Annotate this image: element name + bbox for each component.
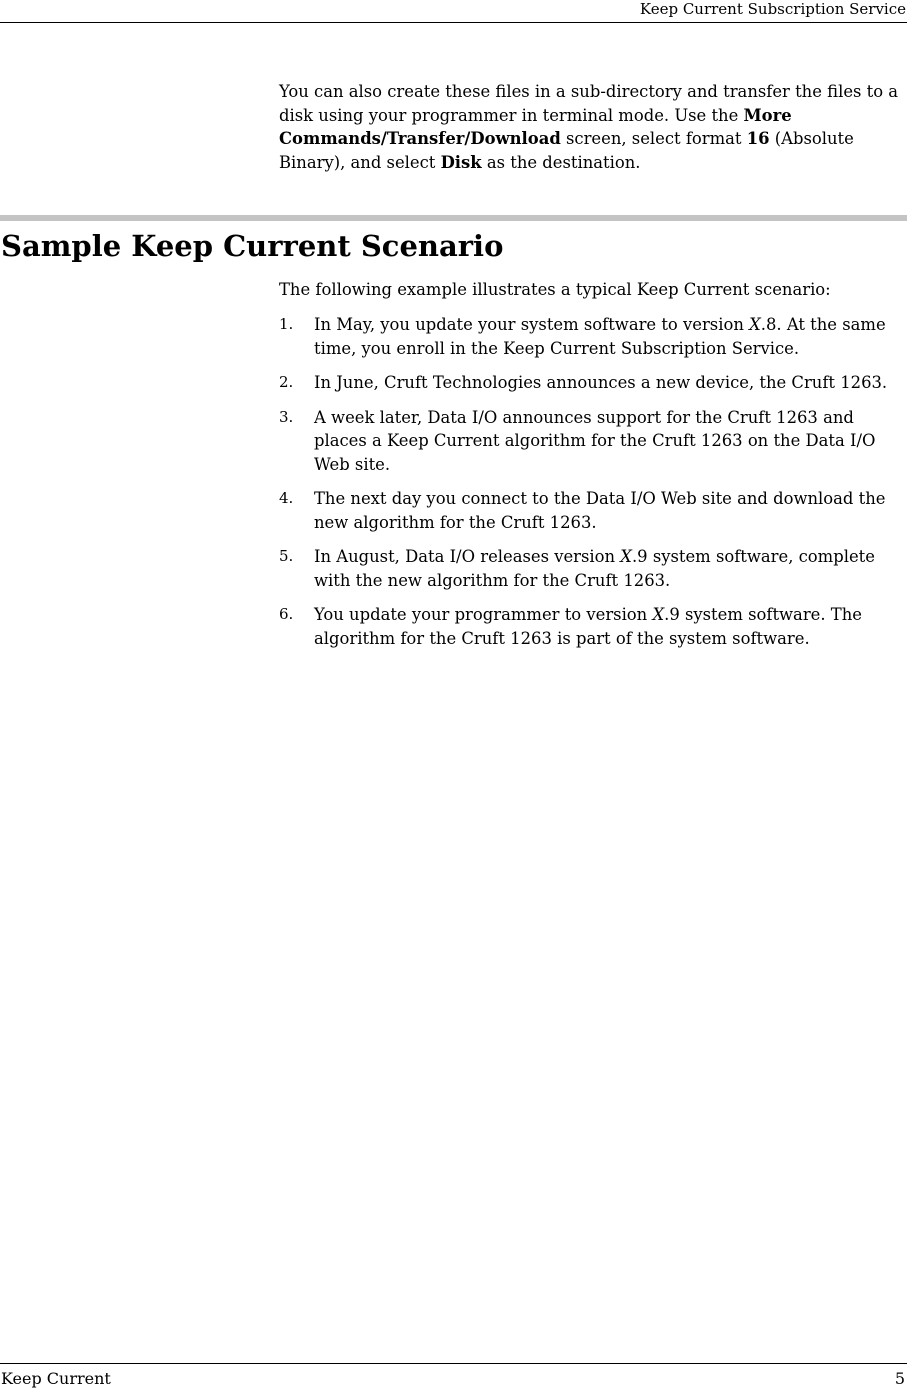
list-item (279, 406, 904, 477)
version-variable: X (620, 547, 632, 566)
destination-disk: Disk (440, 152, 482, 172)
step-text: You update your programmer to version (314, 605, 653, 624)
step-number: 3. (279, 407, 294, 426)
running-footer (0, 1363, 907, 1390)
step-text: .9 system software. The algorithm for the Cruft 1263 is part of the system software. (314, 605, 862, 648)
step-text: .9 system software, complete with the new algorithm for the Cruft 1263. (314, 547, 875, 590)
step-text: In August, Data I/O releases version (314, 547, 621, 566)
step-text: In May, you update your system software to version (314, 315, 750, 334)
intro-text-1: You can also create these files in a sub-directory and transfer the files to a disk using your programmer in terminal mode. Use the (279, 82, 899, 125)
version-variable: X (652, 605, 665, 624)
scenario-steps (279, 313, 904, 661)
running-header (0, 0, 907, 23)
step-text: .8. At the same time, you enroll in the Keep Current Subscription Service. (314, 315, 886, 358)
step-number: 1. (279, 315, 294, 333)
step-text: A week later, Data I/O announces support for the Cruft 1263 and places a Keep Current algorithm for the Cruft 1263 on the Data I/O Web site. (314, 407, 876, 474)
step-number: 5. (279, 547, 294, 565)
version-variable: X (749, 315, 761, 334)
intro-text-3: (Absolute Binary), and select (279, 129, 854, 172)
list-item (279, 313, 904, 360)
list-item (279, 371, 904, 395)
step-text: In June, Cruft Technologies announces a new device, the Cruft 1263. (314, 373, 888, 392)
list-item (279, 545, 904, 592)
section-heading: Sample Keep Current Scenario (1, 229, 504, 263)
list-item (279, 603, 904, 650)
step-number: 2. (279, 373, 294, 391)
section-rule (0, 215, 907, 221)
header-title: Keep Current Subscription Service (639, 0, 906, 18)
intro-text-4: as the destination. (481, 152, 641, 172)
page-number: 5 (894, 1369, 905, 1388)
menu-path: More Commands/Transfer/Download (279, 105, 792, 148)
footer-section-title: Keep Current (1, 1369, 111, 1388)
step-number: 4. (279, 489, 294, 507)
format-number: 16 (746, 129, 770, 148)
step-number: 6. (279, 605, 294, 623)
step-text: The next day you connect to the Data I/O Web site and download the new algorithm for the Cruft 1263. (314, 489, 886, 532)
list-item (279, 487, 904, 534)
intro-paragraph (279, 80, 904, 174)
section-lead: The following example illustrates a typical Keep Current scenario: (279, 280, 831, 299)
intro-text-2: screen, select format (560, 129, 747, 148)
